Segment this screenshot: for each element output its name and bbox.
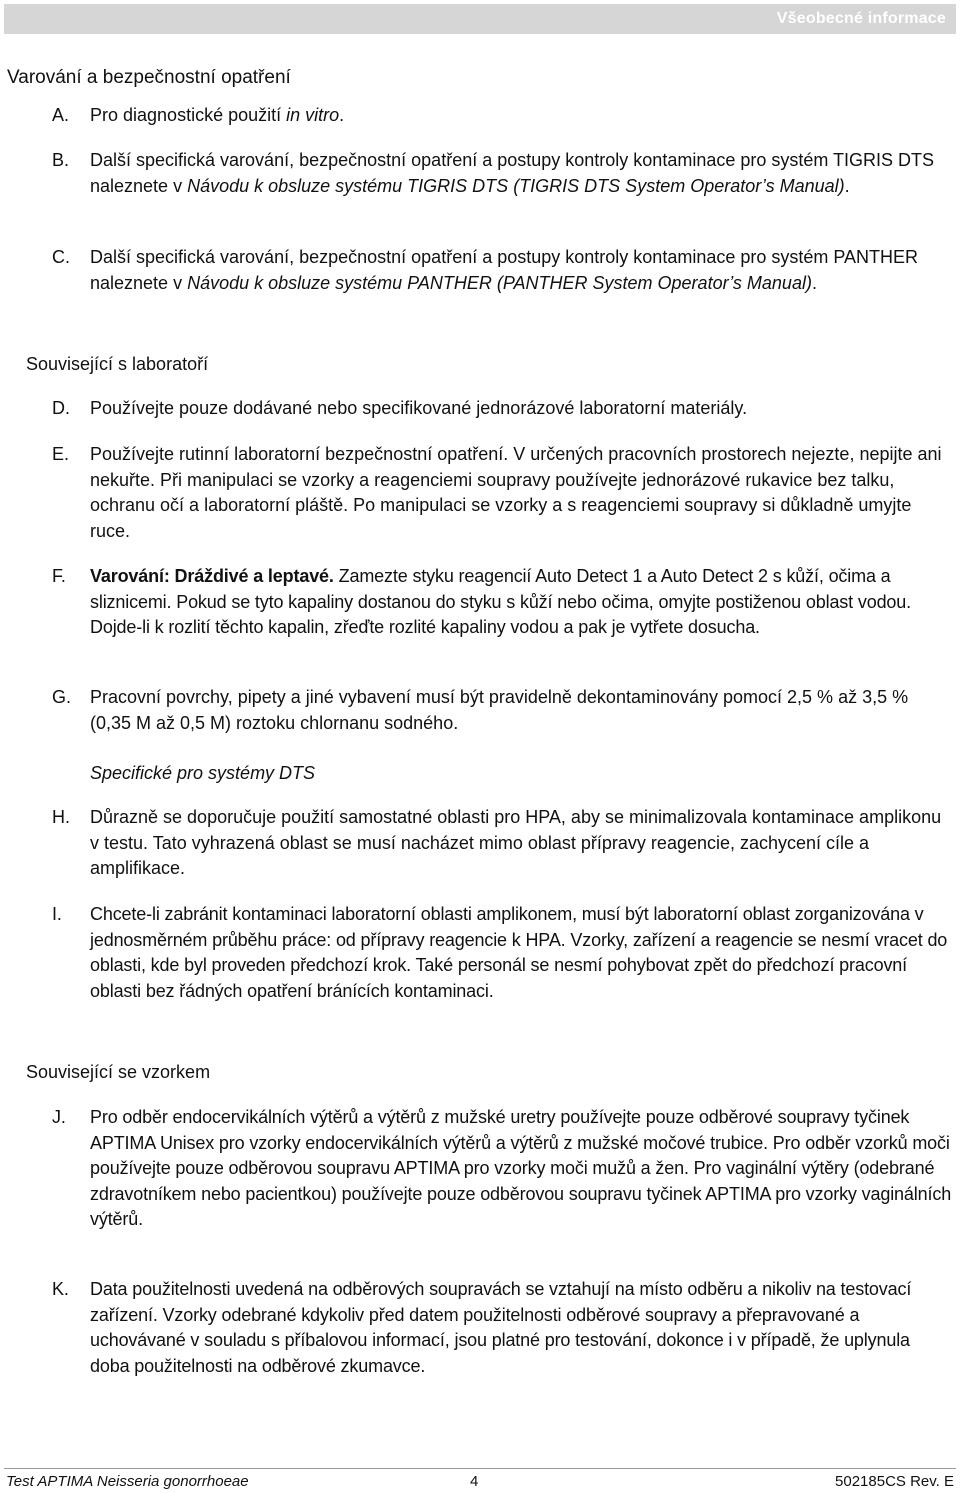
item-label: B. — [52, 150, 70, 170]
item-label: I. — [52, 904, 62, 924]
list-item-j — [52, 1105, 952, 1233]
footer-page-number: 4 — [470, 1473, 479, 1490]
item-tail: . — [844, 175, 850, 196]
subheading-dts: Specifické pro systémy DTS — [90, 763, 316, 783]
item-label: F. — [52, 566, 66, 586]
item-label: D. — [52, 398, 70, 418]
footer-product: Test APTIMA Neisseria gonorrhoeae — [6, 1473, 249, 1490]
list-item-i — [52, 902, 952, 1004]
item-tail: . — [339, 105, 345, 125]
item-text: Další specifická varování, bezpečnostní opatření a postupy kontroly kontaminace pro systém TIGRIS DTS naleznete v — [90, 150, 935, 196]
item-body — [90, 564, 952, 641]
list-item-c — [52, 245, 952, 296]
item-body: Důrazně se doporučuje použití samostatné oblasti pro HPA, aby se minimalizovala kontaminace amplikonu v testu. Tato vyhrazená oblast se musí nacházet mimo oblast přípravy reagencie, zachycení cíle a amplifikace. — [90, 807, 942, 878]
item-tail: . — [811, 272, 817, 293]
list-item-d — [52, 396, 952, 422]
item-label: H. — [52, 807, 70, 827]
item-label: E. — [52, 444, 70, 464]
item-body — [90, 103, 952, 129]
subheading-specimen: Související se vzorkem — [26, 1062, 211, 1082]
list-item-h — [52, 805, 952, 882]
item-body — [90, 245, 952, 296]
list-item-a — [52, 103, 952, 129]
item-body: Data použitelnosti uvedená na odběrových soupravách se vztahují na místo odběru a nikoliv na testovací zařízení. Vzorky odebrané kdykoliv před datem použitelnosti odběrové soupravy a přepravované a uchovávané v souladu s příbalovou informací, jsou platné pro testování, dokonce i v případě, že uplynula doba použitelnosti na odběrové zkumavce. — [90, 1279, 912, 1376]
item-body: Pracovní povrchy, pipety a jiné vybavení musí být pravidelně dekontaminovány pomocí 2,5 % až 3,5 % (0,35 M až 0,5 M) roztoku chlornanu sodného. — [90, 687, 909, 733]
list-item-g — [52, 685, 952, 736]
section-title: Varování a bezpečnostní opatření — [7, 67, 291, 88]
list-item-f — [52, 564, 952, 641]
subheading-laboratory: Související s laboratoří — [26, 354, 209, 374]
item-italic: Návodu k obsluze systému PANTHER (PANTHER System Operator’s Manual) — [187, 272, 812, 293]
item-label: C. — [52, 247, 70, 267]
item-body — [90, 148, 952, 199]
item-text: Zamezte styku reagencií Auto Detect 1 a Auto Detect 2 s kůží, očima a sliznicemi. Pokud se tyto kapaliny dostanou do styku s kůží nebo očima, omyjte postiženou oblast vodou. Dojde-li k rozlití těchto kapalin, zřeďte rozlité kapaliny vodou a pak je vytřete dosucha. — [90, 566, 912, 637]
header-bar — [4, 4, 956, 34]
item-text: Další specifická varování, bezpečnostní opatření a postupy kontroly kontaminace pro systém PANTHER naleznete v — [90, 247, 919, 293]
warning-text: Varování: Dráždivé a leptavé. — [90, 566, 334, 586]
item-text: Pro diagnostické použití — [90, 105, 287, 125]
item-body: Používejte pouze dodávané nebo specifikované jednorázové laboratorní materiály. — [90, 398, 748, 418]
header-section-label: Všeobecné informace — [776, 10, 946, 27]
item-body: Pro odběr endocervikálních výtěrů a výtěrů z mužské uretry používejte pouze odběrové soupravy tyčinek APTIMA Unisex pro vzorky endocervikálních výtěrů a výtěrů z mužské močové trubice. Pro odběr vzorků moči používejte pouze odběrovou soupravu APTIMA pro vzorky moči mužů a žen. Pro vaginální výtěry (odebrané zdravotníkem nebo pacientkou) používejte pouze odběrovou soupravu tyčinek APTIMA pro vzorky vaginálních výtěrů. — [90, 1107, 952, 1229]
item-body: Chcete-li zabránit kontaminaci laboratorní oblasti amplikonem, musí být laboratorní oblast zorganizována v jednosměrném průběhu práce: od přípravy reagencie k HPA. Vzorky, zařízení a reagencie se nesmí vracet do oblasti, kde byl proveden předchozí krok. Také personál se nesmí pohybovat zpět do předchozí pracovní oblasti bez řádných opatření bránících kontaminaci. — [90, 904, 948, 1001]
footer-doc-revision: 502185CS Rev. E — [835, 1473, 954, 1490]
item-label: J. — [52, 1107, 66, 1127]
list-item-k — [52, 1277, 952, 1379]
item-label: G. — [52, 687, 72, 707]
item-label: A. — [52, 105, 70, 125]
item-label: K. — [52, 1279, 69, 1299]
list-item-b — [52, 148, 952, 199]
item-body: Používejte rutinní laboratorní bezpečnostní opatření. V určených pracovních prostorech nejezte, nepijte ani nekuřte. Při manipulaci se vzorky a reagenciemi soupravy používejte jednorázové rukavice bez talku, ochranu očí a laboratorní pláště. Po manipulaci se vzorky a s reagenciemi soupravy si důkladně umyjte ruce. — [90, 444, 942, 541]
item-italic: in vitro — [286, 105, 340, 125]
footer-divider — [4, 1468, 956, 1469]
item-italic: Návodu k obsluze systému TIGRIS DTS (TIGRIS DTS System Operator’s Manual) — [187, 175, 845, 196]
list-item-e — [52, 442, 952, 544]
